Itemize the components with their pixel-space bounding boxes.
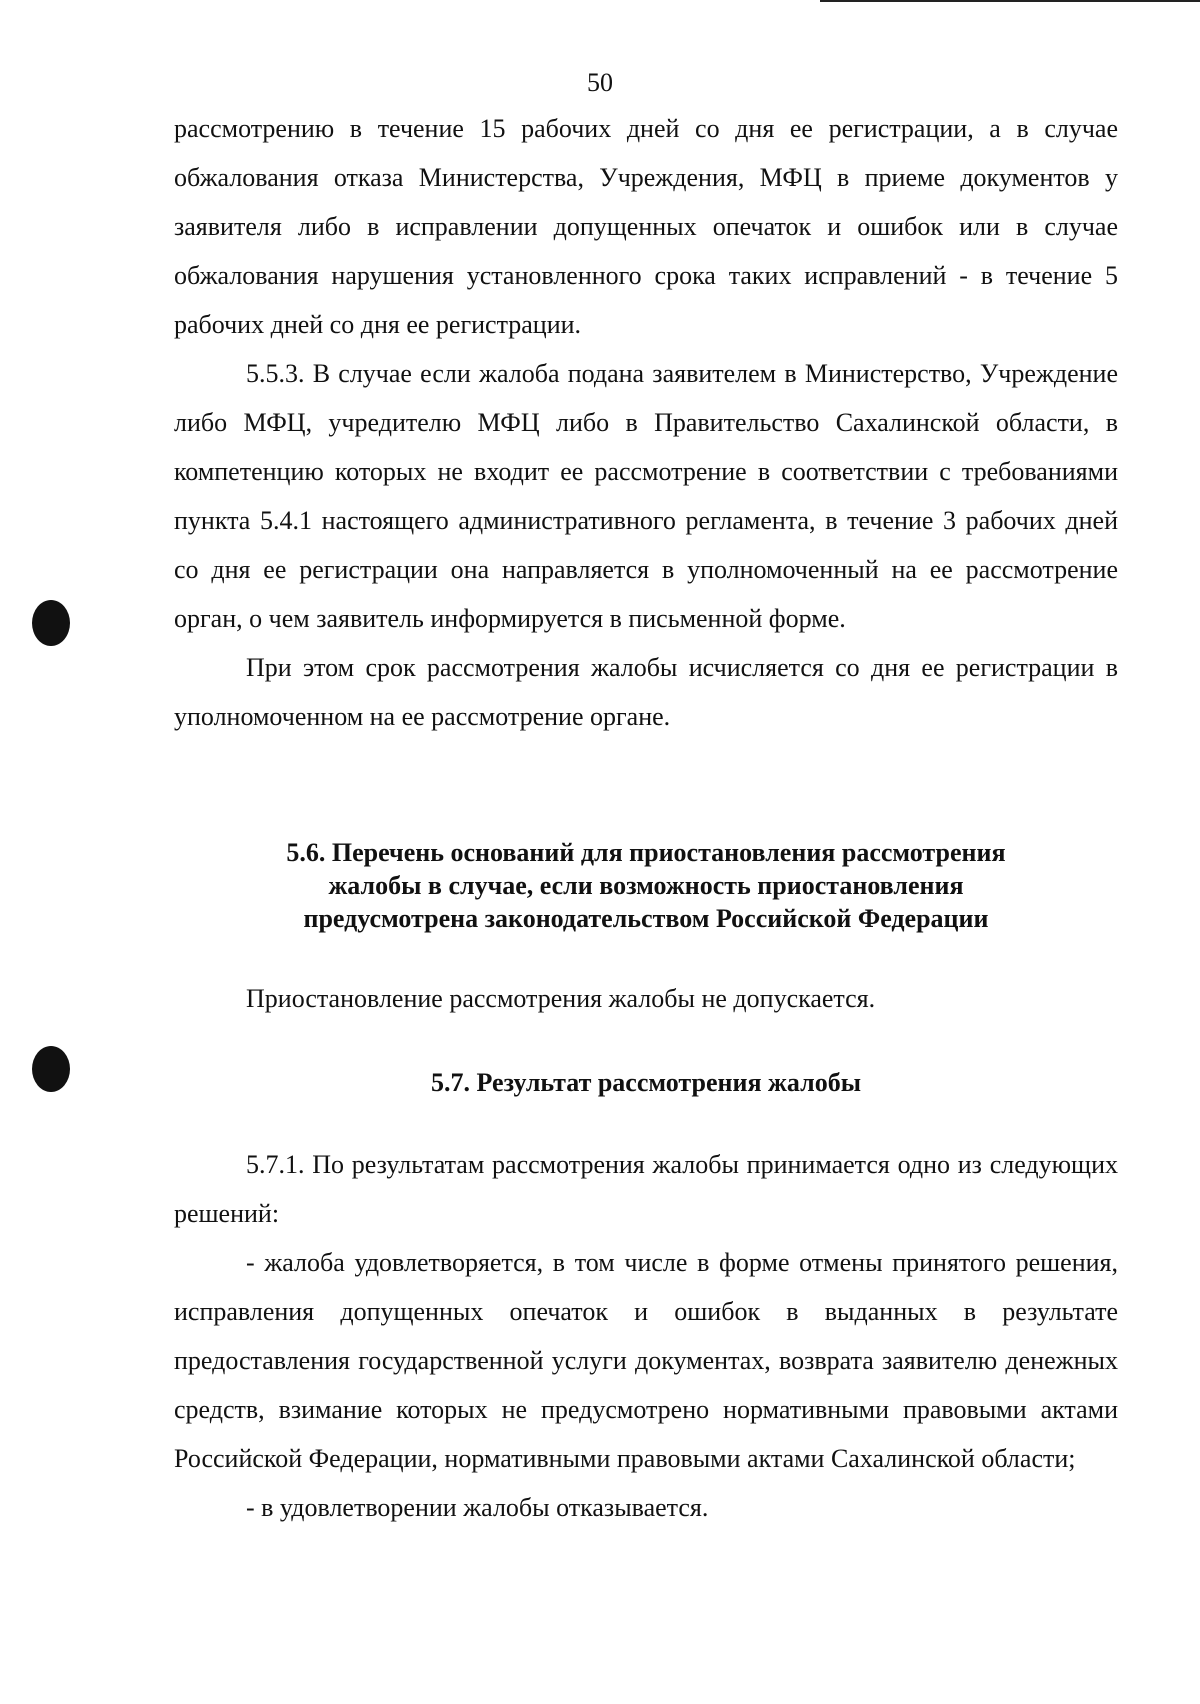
- punch-hole-mark: [32, 1046, 70, 1092]
- paragraph-suspension: Приостановление рассмотрения жалобы не допускается.: [246, 984, 876, 1013]
- list-item-complaint-satisfied: - жалоба удовлетворяется, в том числе в форме отмены принятого решения, исправления допущенных опечаток и ошибок в выданных в результате предоставления государственной услуги документах, возврата заявителю денежных средств, взимание которых не предусмотрено нормативными правовыми актами Российской Федерации, нормативными правовыми актами Сахалинской области;: [174, 1248, 1118, 1473]
- heading-5-6-line-3: предусмотрена законодательством Российской Федерации: [303, 904, 989, 933]
- body-text-5-7: [174, 1140, 1118, 1532]
- heading-5-6-line-2: жалобы в случае, если возможность приостановления: [328, 871, 964, 900]
- paragraph-review-term: При этом срок рассмотрения жалобы исчисляется со дня ее регистрации в уполномоченном на ее рассмотрение органе.: [174, 653, 1118, 731]
- top-edge-line: [820, 0, 1200, 2]
- page-number: 50: [587, 68, 613, 97]
- paragraph-continuation: рассмотрению в течение 15 рабочих дней со дня ее регистрации, а в случае обжалования отказа Министерства, Учреждения, МФЦ в приеме документов у заявителя либо в исправлении допущенных опечаток и ошибок или в случае обжалования нарушения установленного срока таких исправлений - в течение 5 рабочих дней со дня ее регистрации.: [174, 114, 1118, 339]
- paragraph-5-7-1: 5.7.1. По результатам рассмотрения жалобы принимается одно из следующих решений:: [174, 1150, 1118, 1228]
- punch-hole-mark: [32, 600, 70, 646]
- heading-5-6-line-1: 5.6. Перечень оснований для приостановления рассмотрения: [286, 838, 1006, 867]
- section-heading-5-6: [174, 836, 1118, 935]
- section-heading-5-7: 5.7. Результат рассмотрения жалобы: [430, 1068, 861, 1097]
- paragraph-5-5-3: 5.5.3. В случае если жалоба подана заявителем в Министерство, Учреждение либо МФЦ, учредителю МФЦ либо в Правительство Сахалинской области, в компетенцию которых не входит ее рассмотрение в соответствии с требованиями пункта 5.4.1 настоящего административного регламента, в течение 3 рабочих дней со дня ее регистрации она направляется в уполномоченный на ее рассмотрение орган, о чем заявитель информируется в письменной форме.: [174, 359, 1118, 633]
- body-text-top: [174, 104, 1118, 741]
- list-item-complaint-rejected: - в удовлетворении жалобы отказывается.: [246, 1493, 709, 1522]
